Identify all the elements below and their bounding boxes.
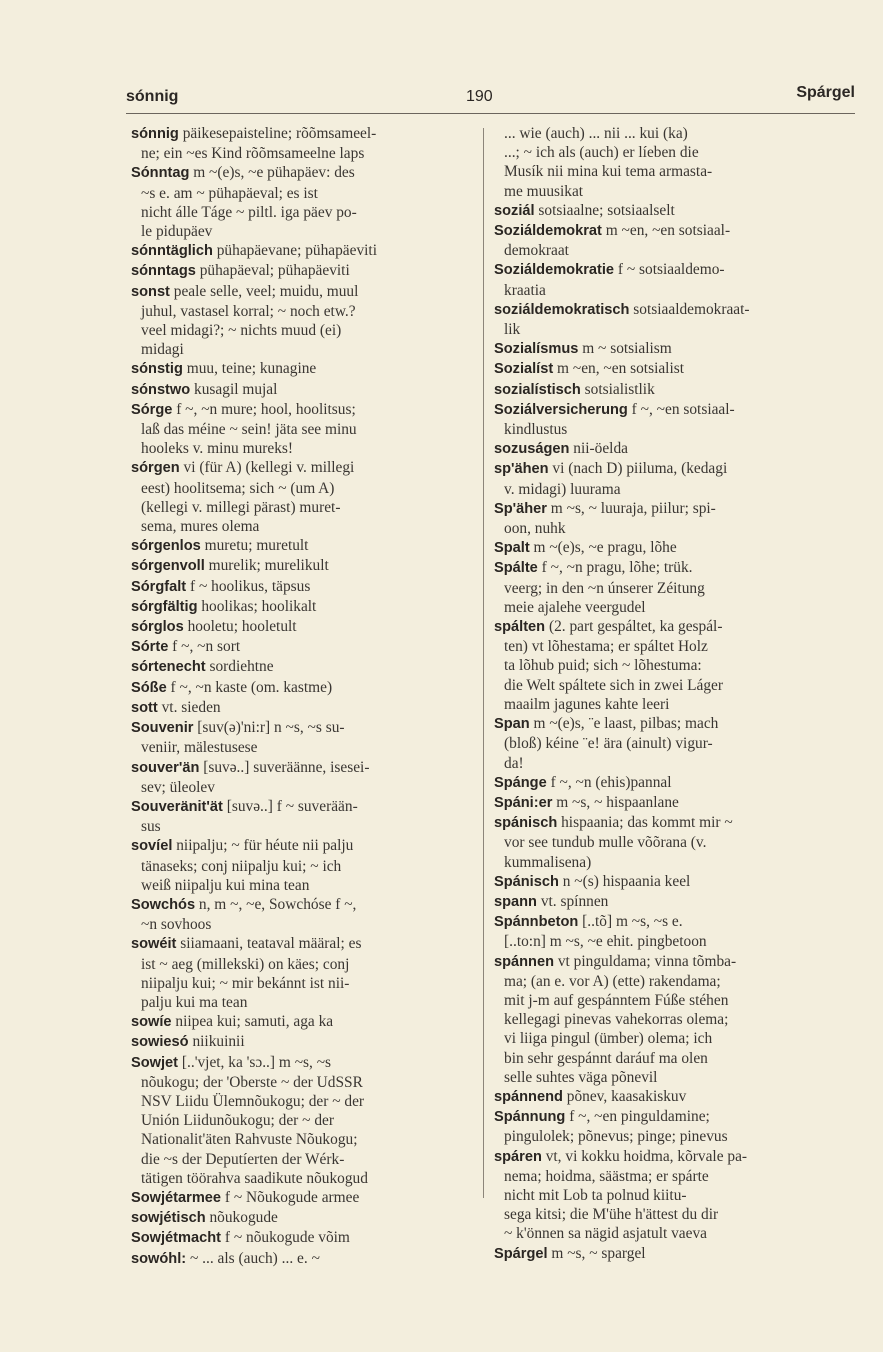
headword: Soziáldemokratie [494,262,615,279]
dictionary-entry [131,934,471,954]
headword: spánnen [494,953,555,970]
dictionary-entry [131,124,471,144]
entry-continuation-line [494,754,830,773]
definition-text: weiß niipalju kui mina tean [141,876,310,894]
headword: spánnend [494,1088,563,1105]
definition-text: nii-öelda [569,440,628,458]
definition-text: f ~, ~en sotsiaal- [627,400,735,418]
dictionary-entry [131,282,471,302]
definition-text: niipea kui; samuti, aga ka [171,1013,334,1031]
definition-text: tätigen töörahva saadikute nõukogud [141,1169,368,1187]
entry-continuation-line [131,517,471,536]
definition-text: f ~, ~n kaste (om. kastme) [166,678,333,696]
entry-continuation-line [494,932,830,951]
definition-text: nicht mit Lob ta polnud kiitu- [504,1186,687,1204]
entry-continuation-line [494,853,830,872]
definition-text: tänaseks; conj niipalju kui; ~ ich [141,857,342,875]
headword: spann [494,893,537,910]
entry-continuation-line [494,143,830,162]
dictionary-entry [131,458,471,478]
dictionary-entry [494,400,830,420]
entry-continuation-line [494,833,830,852]
definition-text: ne; ein ~es Kind rõõmsameelne laps [141,145,365,163]
definition-text: oon, nuhk [504,520,566,538]
dictionary-entry [131,797,471,817]
entry-continuation-line [494,1029,830,1048]
dictionary-entry [131,1053,471,1073]
headword: sónnig [131,126,179,142]
dictionary-entry [131,536,471,556]
headword: Sórgfalt [131,578,187,595]
definition-text: vor see tundub mulle võõrana (v. [504,834,707,852]
definition-text: midagi [141,341,184,359]
headword: Sozialíst [494,361,554,378]
entry-continuation-line [494,579,830,598]
header-last-headword: Spárgel [796,84,855,101]
definition-text: niipalju kui; ~ mir bekánnt ist nii- [141,974,350,992]
entry-continuation-line [494,124,830,143]
left-column [131,124,471,1269]
definition-text: vt, vi kokku hoidma, kõrvale pa- [541,1147,748,1165]
definition-text: nicht álle Táge ~ piltl. iga päev po- [141,203,357,221]
headword: sórgenvoll [131,558,205,575]
dictionary-entry [131,617,471,637]
definition-text: sotsiaalne; sotsiaalselt [534,201,675,219]
headword: sott [131,699,158,716]
headword: spálten [494,619,546,636]
dictionary-entry [494,558,830,578]
headword: sónstwo [131,381,191,398]
entry-continuation-line [131,738,471,757]
definition-text: [..to:n] m ~s, ~e ehit. pingbetoon [504,933,707,951]
headword: Spárgel [494,1245,548,1262]
entry-continuation-line [131,876,471,895]
definition-text: palju kui ma tean [141,993,248,1011]
entry-continuation-line [494,656,830,675]
definition-text: kusagil mujal [190,380,278,398]
headword: sónntäglich [131,243,213,260]
page-header [126,84,855,110]
headword: Soziálversicherung [494,401,628,418]
entry-continuation-line [131,993,471,1012]
definition-text: ta lõhub puid; sich ~ lõhestuma: [504,657,702,675]
definition-text: sev; üleolev [141,778,215,796]
headword: Spánnbeton [494,914,579,931]
entry-continuation-line [131,1073,471,1092]
definition-text: le pidupäev [141,223,213,241]
definition-text: (bloß) kéine ¨e! ära (ainult) vigur- [504,735,713,753]
headword: soziáldemokratisch [494,301,630,318]
dictionary-entry [131,1012,471,1032]
dictionary-entry [494,813,830,833]
definition-text: Musík nii mina kui tema armasta- [504,163,713,181]
entry-continuation-line [131,302,471,321]
entry-continuation-line [494,676,830,695]
definition-text: päikesepaisteline; rõõmsameel- [178,125,377,142]
page-number: 190 [466,88,493,105]
dictionary-entry [494,439,830,459]
headword: Spánnung [494,1109,566,1126]
dictionary-entry [131,400,471,420]
definition-text: nõukogude [205,1209,278,1227]
definition-text: vt. spínnen [536,892,609,910]
entry-continuation-line [131,321,471,340]
dictionary-entry [494,201,830,221]
definition-text: meie ajalehe veergudel [504,598,646,616]
entry-continuation-line [131,817,471,836]
definition-text: sotsiaaldemokraat- [629,300,750,318]
entry-continuation-line [494,420,830,439]
headword: Sowjétarmee [131,1189,222,1206]
entry-continuation-line [131,184,471,203]
definition-text: hoolikas; hoolikalt [197,597,317,615]
entry-continuation-line [494,637,830,656]
headword: sozialístisch [494,381,581,398]
headword: spáren [494,1148,542,1165]
definition-text: veniir, mälestusese [141,739,258,757]
dictionary-entry [131,359,471,379]
dictionary-entry [494,773,830,793]
entry-continuation-line [131,439,471,458]
definition-text: ~ ... als (auch) ... e. ~ [186,1249,320,1267]
entry-continuation-line [494,519,830,538]
headword: Spánge [494,774,547,791]
entry-continuation-line [494,1186,830,1205]
definition-text: n, m ~, ~e, Sowchóse f ~, [195,895,357,913]
definition-text: vi liiga pingul (ümber) olema; ich [504,1030,713,1048]
definition-text: ten) vt lõhestama; er spáltet Holz [504,638,708,656]
entry-continuation-line [131,479,471,498]
definition-text: niipalju; ~ für héute nii palju [172,837,354,855]
definition-text: f ~, ~n (ehis)pannal [546,773,672,791]
definition-text: f ~ nõukogude võim [221,1229,350,1247]
headword: souver'än [131,759,200,776]
definition-text: [suvə..] f ~ suverään- [222,797,358,815]
dictionary-entry [494,1107,830,1127]
definition-text: die ~s der Deputíerten der Wérk- [141,1150,345,1168]
definition-text: m ~en, ~en sotsiaal- [601,222,731,240]
entry-continuation-line [131,1130,471,1149]
definition-text: n ~(s) hispaania keel [558,872,691,890]
headword: Sowjet [131,1054,179,1071]
definition-text: sotsialistlik [580,380,655,398]
headword: Spánisch [494,873,559,890]
definition-text: juhul, vastasel korral; ~ noch etw.? [141,302,356,320]
definition-text: [..'vjet, ka 'sɔ..] m ~s, ~s [178,1053,332,1071]
definition-text: f ~, ~en pinguldamine; [565,1108,710,1126]
definition-text: kellegagi pinevas vahekorras olema; [504,1011,729,1029]
entry-continuation-line [494,734,830,753]
definition-text: nema; hoidma, säästma; er spárte [504,1167,709,1185]
dictionary-entry [131,380,471,400]
definition-text: m ~(e)s, ~e pühapäev: des [189,164,355,182]
dictionary-entry [131,1228,471,1248]
definition-text: Unión Liidunõukogu; der ~ der [141,1112,334,1130]
definition-text: pingulolek; põnevus; pinge; pinevus [504,1128,728,1146]
definition-text: [..tõ] m ~s, ~s e. [578,913,683,931]
entry-continuation-line [494,991,830,1010]
dictionary-entry [131,597,471,617]
definition-text: siiamaani, teataval määral; es [176,935,362,953]
definition-text: [suv(ə)'ni:r] n ~s, ~s su- [193,719,345,737]
definition-text: f ~ sotsiaaldemo- [614,261,725,279]
definition-text: me muusikat [504,182,584,200]
headword: sónstig [131,361,183,378]
dictionary-entry [494,538,830,558]
headword: sozuságen [494,441,570,458]
dictionary-entry [131,1249,471,1269]
dictionary-entry [494,952,830,972]
entry-continuation-line [494,1224,830,1243]
dictionary-entry [131,657,471,677]
dictionary-entry [131,758,471,778]
headword: Span [494,716,530,733]
definition-text: ~ k'önnen sa nägid asjatult vaeva [504,1225,707,1243]
dictionary-entry [131,836,471,856]
dictionary-entry [494,892,830,912]
definition-text: m ~(e)s, ~e pragu, lõhe [529,539,677,557]
dictionary-entry [494,339,830,359]
definition-text: pühapäevane; pühapäeviti [212,242,377,260]
definition-text: da! [504,754,524,772]
definition-text: ... wie (auch) ... nii ... kui (ka) [504,125,688,142]
headword: sovíel [131,838,173,855]
headword: sónntags [131,263,196,280]
definition-text: f ~, ~n mure; hool, hoolitsus; [172,400,356,418]
dictionary-entry [131,1032,471,1052]
entry-continuation-line [494,1010,830,1029]
dictionary-entry [494,1087,830,1107]
dictionary-entry [494,221,830,241]
definition-text: põnev, kaasakiskuv [562,1087,687,1105]
definition-text: (kellegi v. millegi pärast) muret- [141,498,341,516]
dictionary-entry [494,714,830,734]
definition-text: m ~(e)s, ¨e laast, pilbas; mach [529,715,719,733]
definition-text: maailm jagunes kahte leeri [504,695,670,713]
definition-text: hispaania; das kommt mir ~ [557,814,733,832]
dictionary-entry [494,912,830,932]
headword: soziál [494,202,535,219]
definition-text: eest) hoolitsema; sich ~ (um A) [141,479,335,497]
definition-text: sordiehtne [205,658,274,676]
header-first-headword: sónnig [126,88,179,105]
definition-text: [suvə..] suveräänne, isesei- [199,758,370,776]
entry-continuation-line [494,241,830,260]
entry-continuation-line [131,498,471,517]
headword: Souvenir [131,720,194,737]
definition-text: kraatia [504,281,546,299]
entry-continuation-line [494,1167,830,1186]
entry-continuation-line [494,480,830,499]
entry-continuation-line [494,972,830,991]
dictionary-entry [131,261,471,281]
definition-text: muretu; muretult [200,537,309,555]
entry-continuation-line [131,1150,471,1169]
headword: Spálte [494,560,538,577]
headword: sórglos [131,619,184,636]
dictionary-entry [131,577,471,597]
entry-continuation-line [131,955,471,974]
entry-continuation-line [131,340,471,359]
definition-text: f ~, ~n pragu, lõhe; trük. [537,559,693,577]
definition-text: ist ~ aeg (millekski) on käes; conj [141,955,350,973]
header-rule [126,113,855,114]
dictionary-entry [494,1147,830,1167]
dictionary-entry [494,300,830,320]
definition-text: die Welt spáltete sich in zwei Láger [504,676,723,694]
dictionary-entry [494,499,830,519]
entry-continuation-line [494,1127,830,1146]
headword: Sónntag [131,165,190,182]
entry-continuation-line [131,222,471,241]
definition-text: vi (für A) (kellegi v. millegi [179,459,355,477]
entry-continuation-line [131,778,471,797]
definition-text: kindlustus [504,421,568,439]
dictionary-entry [131,1208,471,1228]
dictionary-entry [494,260,830,280]
headword: Souveränit'ät [131,798,223,815]
headword: Sp'äher [494,500,547,517]
entry-continuation-line [494,1049,830,1068]
column-divider [483,128,484,1198]
headword: sowíe [131,1014,172,1031]
dictionary-entry [131,895,471,915]
definition-text: f ~, ~n sort [168,638,241,656]
headword: sórgfältig [131,598,198,615]
entry-continuation-line [131,1169,471,1188]
headword: Sórte [131,639,169,656]
definition-text: sega kitsi; die M'ühe h'ättest du dir [504,1206,719,1224]
headword: sórtenecht [131,659,206,676]
headword: spánisch [494,815,558,832]
definition-text: veel midagi?; ~ nichts muud (ei) [141,322,342,340]
dictionary-entry [494,1244,830,1264]
entry-continuation-line [131,144,471,163]
entry-continuation-line [131,203,471,222]
definition-text: laß das méine ~ sein! jäta see minu [141,421,357,439]
entry-continuation-line [494,162,830,181]
headword: Soziáldemokrat [494,223,602,240]
headword: Sowjétmacht [131,1230,222,1247]
dictionary-entry [131,637,471,657]
dictionary-entry [131,241,471,261]
entry-continuation-line [131,974,471,993]
definition-text: veerg; in den ~n únserer Zéitung [504,579,705,597]
definition-text: murelik; murelikult [204,557,329,575]
definition-text: m ~en, ~en sotsialist [553,360,684,378]
entry-continuation-line [494,320,830,339]
dictionary-entry [131,678,471,698]
definition-text: sus [141,818,161,836]
definition-text: hooleks v. minu mureks! [141,440,294,458]
definition-text: lik [504,321,521,339]
entry-continuation-line [131,1092,471,1111]
headword: Sowchós [131,896,196,913]
entry-continuation-line [131,1111,471,1130]
dictionary-entry [494,380,830,400]
entry-continuation-line [131,915,471,934]
definition-text: ma; (an e. vor A) (ette) rakendama; [504,972,721,990]
headword: sp'ähen [494,461,549,478]
dictionary-entry [131,163,471,183]
definition-text: ~s e. am ~ pühapäeval; es ist [141,184,318,202]
definition-text: kummalisena) [504,853,592,871]
headword: sórgenlos [131,538,201,555]
definition-text: f ~ Nõukogude armee [221,1188,360,1206]
headword: sonst [131,283,170,300]
headword: Sóße [131,679,167,696]
definition-text: (2. part gespáltet, ka gespál- [545,618,723,636]
headword: Spáni:er [494,794,553,811]
definition-text: muu, teine; kunagine [182,360,317,378]
dictionary-entry [131,698,471,718]
headword: sowóhl: [131,1250,187,1267]
definition-text: mit j-m auf gespánntem Fúße stéhen [504,991,729,1009]
dictionary-entry [494,793,830,813]
definition-text: pühapäeval; pühapäeviti [195,262,350,280]
entry-continuation-line [494,598,830,617]
entry-continuation-line [131,420,471,439]
definition-text: sema, mures olema [141,518,260,536]
entry-continuation-line [131,857,471,876]
dictionary-entry [131,556,471,576]
entry-continuation-line [494,182,830,201]
definition-text: peale selle, veel; muidu, muul [169,282,359,300]
definition-text: ~n sovhoos [141,916,212,934]
definition-text: m ~s, ~ hispaanlane [552,793,679,811]
dictionary-entry [131,718,471,738]
right-column [494,124,830,1264]
definition-text: ...; ~ ich als (auch) er líeben die [504,144,699,162]
definition-text: niikuinii [188,1033,245,1051]
definition-text: hooletu; hooletult [183,618,297,636]
headword: Sórge [131,401,173,418]
headword: sórgen [131,460,180,477]
definition-text: v. midagi) luurama [504,480,621,498]
headword: sowéit [131,936,177,953]
headword: Spalt [494,540,530,557]
entry-continuation-line [494,695,830,714]
definition-text: m ~ sotsialism [578,340,672,358]
definition-text: bin sehr gespánnt daráuf ma olen [504,1049,708,1067]
entry-continuation-line [494,1068,830,1087]
dictionary-entry [494,617,830,637]
definition-text: f ~ hoolikus, täpsus [186,577,311,595]
definition-text: vi (nach D) piiluma, (kedagi [548,460,728,478]
definition-text: nõukogu; der 'Oberste ~ der UdSSR [141,1073,363,1091]
headword: sowiesó [131,1034,189,1051]
definition-text: NSV Liidu Ülemnõukogu; der ~ der [141,1092,365,1110]
dictionary-entry [494,359,830,379]
dictionary-entry [494,459,830,479]
headword: sowjétisch [131,1210,206,1227]
definition-text: Nationalit'äten Rahvuste Nõukogu; [141,1131,358,1149]
definition-text: m ~s, ~ spargel [547,1244,646,1262]
definition-text: demokraat [504,242,569,260]
definition-text: vt. sieden [157,698,221,716]
dictionary-entry [131,1188,471,1208]
definition-text: m ~s, ~ luuraja, piilur; spi- [546,499,716,517]
entry-continuation-line [494,1205,830,1224]
headword: Sozialísmus [494,341,579,358]
definition-text: vt pinguldama; vinna tõmba- [554,952,737,970]
entry-continuation-line [494,281,830,300]
definition-text: selle suhtes väga põnevil [504,1068,658,1086]
dictionary-entry [494,872,830,892]
